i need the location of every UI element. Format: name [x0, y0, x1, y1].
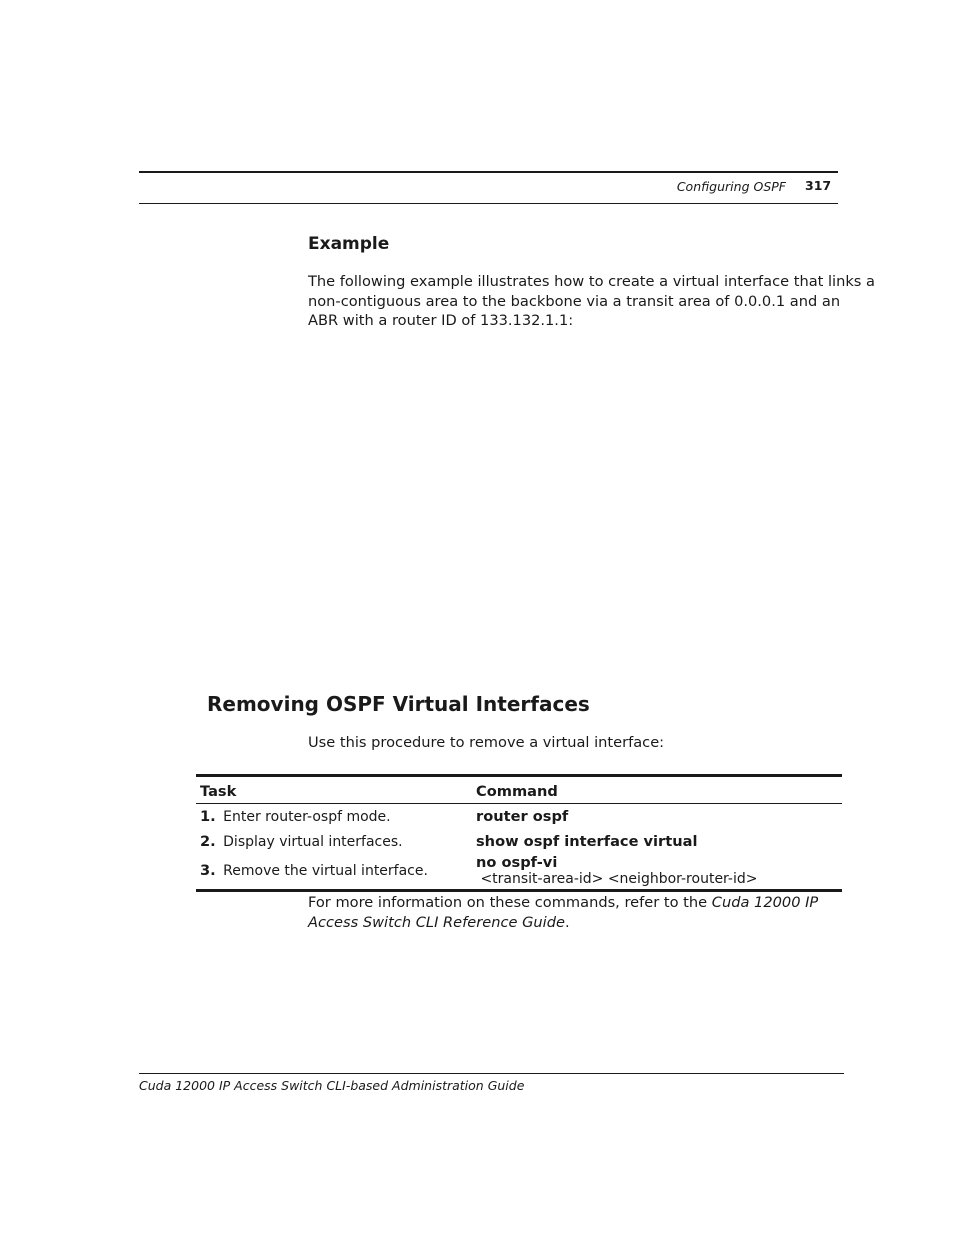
- task-command-table: [196, 774, 842, 892]
- command-text: no ospf-vi: [476, 854, 558, 871]
- reference-guide-title: Cuda 12000 IP: [711, 894, 819, 911]
- task-text: Display virtual interfaces.: [223, 834, 403, 850]
- footer-rule: [139, 1073, 844, 1074]
- task-text: Remove the virtual interface.: [223, 863, 428, 879]
- command-args: <transit-area-id> <neighbor-router-id>: [476, 871, 758, 887]
- table-header-row: [196, 776, 842, 804]
- example-line: non-contiguous area to the backbone via a transit area of 0.0.0.1 and an: [308, 292, 841, 310]
- more-info-suffix: .: [564, 913, 570, 931]
- table-header-command: Command: [472, 776, 842, 804]
- task-text: Enter router-ospf mode.: [223, 809, 391, 825]
- step-number: 2.: [200, 833, 216, 850]
- more-info-prefix: For more information on these commands, refer to the: [308, 894, 712, 911]
- table-header-task: Task: [196, 776, 472, 804]
- header-rule-bottom: [139, 203, 838, 204]
- step-number: 1.: [200, 808, 216, 825]
- running-header-section: Configuring OSPF: [676, 179, 786, 194]
- header-rule: [139, 171, 838, 173]
- command-cell: [472, 854, 842, 891]
- more-info-paragraph: [308, 893, 828, 932]
- example-line: ABR with a router ID of 133.132.1.1:: [308, 312, 574, 329]
- example-heading: Example: [308, 234, 390, 254]
- command-text: router ospf: [476, 808, 569, 825]
- command-cell: [472, 829, 842, 854]
- task-cell: [196, 804, 472, 830]
- example-line: The following example illustrates how to create a virtual interface that links a: [308, 273, 875, 290]
- reference-guide-title-cont: Access Switch CLI Reference Guide: [308, 913, 565, 931]
- table-row: [196, 804, 842, 830]
- command-text: show ospf interface virtual: [476, 833, 698, 850]
- task-cell: [196, 829, 472, 854]
- table-row: [196, 829, 842, 854]
- task-cell: [196, 854, 472, 891]
- section-intro: Use this procedure to remove a virtual interface:: [308, 734, 665, 751]
- footer-text: Cuda 12000 IP Access Switch CLI-based Administration Guide: [139, 1078, 525, 1093]
- command-cell: [472, 804, 842, 830]
- table-row: [196, 854, 842, 891]
- step-number: 3.: [200, 862, 216, 879]
- example-paragraph: [308, 272, 875, 331]
- page-number: 317: [805, 178, 832, 193]
- section-heading: Removing OSPF Virtual Interfaces: [207, 692, 590, 716]
